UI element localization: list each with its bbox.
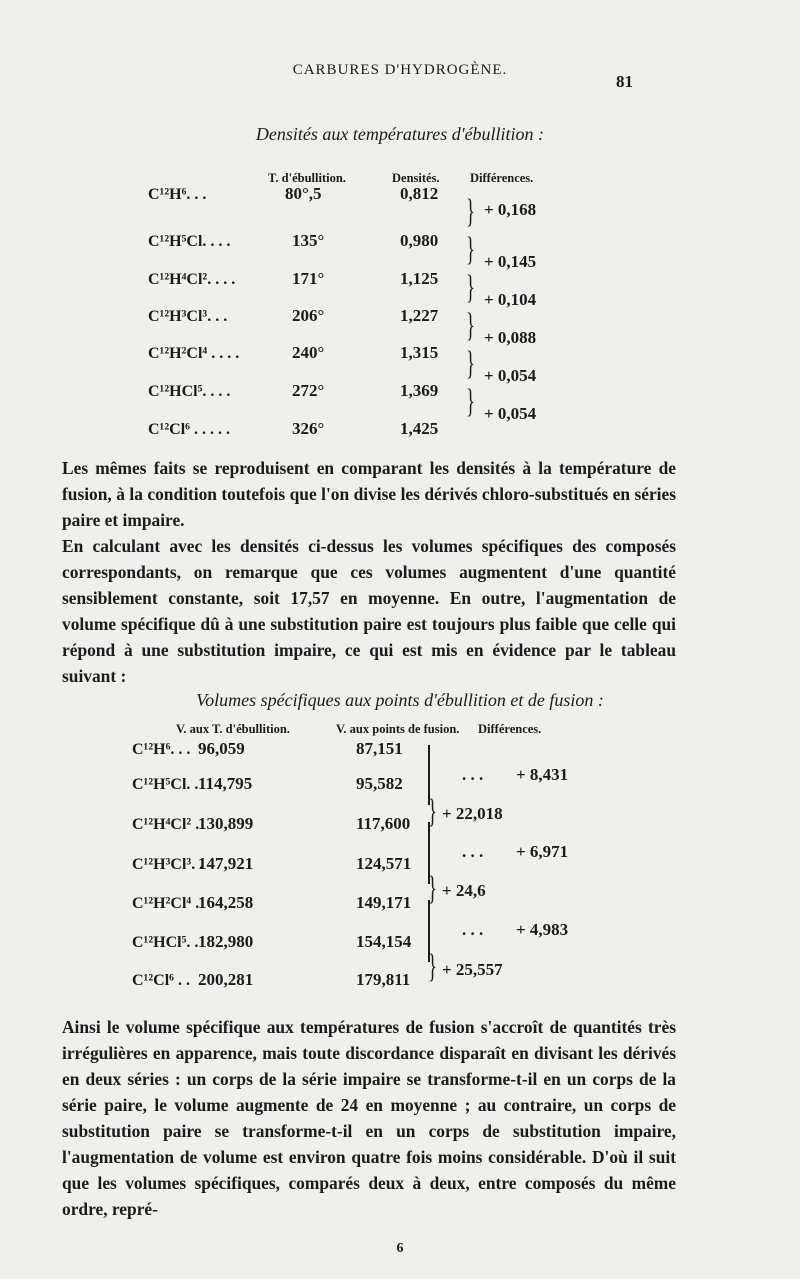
t1-row-temp: 272° xyxy=(292,381,325,400)
t1-row-formula: C¹²HCl⁵. . . . xyxy=(148,383,231,400)
brace: } xyxy=(466,307,475,344)
t1-difference: + 0,104 xyxy=(484,290,537,309)
brace: } xyxy=(466,383,475,420)
t2-row-formula: C¹²Cl⁶ . . xyxy=(132,972,190,989)
t2-row-formula: C¹²H⁵Cl. . xyxy=(132,776,199,793)
t2-row-fusion: 179,811 xyxy=(356,970,411,989)
brace: } xyxy=(466,345,475,382)
paragraph-fusion-densities: Les mêmes faits se reproduisent en comparant les densités à la température de fusion, à la condition toutefois que l'on divise les dérivés chloro-substitués en séries paire et impaire. xyxy=(62,458,676,530)
t2-dots: . . . xyxy=(462,765,484,784)
t1-row-formula: C¹²H⁶. . . xyxy=(148,186,207,203)
t1-row-formula: C¹²H⁴Cl². . . . xyxy=(148,271,236,288)
t2-row-fusion: 149,171 xyxy=(356,893,412,912)
t2-row-formula: C¹²H⁶. . . xyxy=(132,741,191,758)
paragraph-conclusion: Ainsi le volume spécifique aux températures de fusion s'accroît de quantités très irrégulières en apparence, mais toute discordance disparaît en divisant les dérivés en deux séries : un corps de la série impaire se transforme-t-il en un corps de la série paire, le volume augmente de 24 en moyenne ; au contraire, un corps de substitution paire se transforme-t-il en un corps de substitution impaire, l'augmentation de volume est environ quatre fois moins considérable. D'où il suit que les volumes spécifiques, comparés deux à deux, entre composés du même ordre, repré- xyxy=(62,1017,676,1219)
t1-difference: + 0,145 xyxy=(484,252,537,271)
signature-mark: 6 xyxy=(396,1241,404,1256)
page-number: 81 xyxy=(616,72,633,91)
t1-row-density: 1,425 xyxy=(400,419,439,438)
running-title: CARBURES D'HYDROGÈNE. xyxy=(292,62,508,78)
t2-row-boil: 164,258 xyxy=(198,893,254,912)
t2-row-boil: 182,980 xyxy=(198,932,254,951)
brace: } xyxy=(466,231,475,268)
t1-difference: + 0,088 xyxy=(484,328,537,347)
t1-difference: + 0,054 xyxy=(484,404,537,423)
table2-header-fusion: V. aux points de fusion. xyxy=(336,722,460,736)
t1-difference: + 0,168 xyxy=(484,200,537,219)
t1-row-density: 1,125 xyxy=(400,269,439,288)
t2-row-boil: 130,899 xyxy=(198,814,254,833)
t1-row-density: 1,227 xyxy=(400,306,439,325)
t2-row-boil: 96,059 xyxy=(198,739,245,758)
t2-row-boil: 147,921 xyxy=(198,854,254,873)
table1-title: Densités aux températures d'ébullition : xyxy=(255,124,545,144)
brace: } xyxy=(466,193,475,230)
t2-dots: . . . xyxy=(462,920,484,939)
brace: } xyxy=(428,793,437,830)
table1-header-temp: T. d'ébullition. xyxy=(268,171,346,185)
t2-row-formula: C¹²HCl⁵. . xyxy=(132,934,199,951)
table2-header-boil: V. aux T. d'ébullition. xyxy=(176,722,290,736)
t2-row-formula: C¹²H⁴Cl² . xyxy=(132,816,200,833)
t1-row-density: 1,369 xyxy=(400,381,439,400)
t1-row-density: 1,315 xyxy=(400,343,439,362)
t2-row-fusion: 95,582 xyxy=(356,774,403,793)
t1-row-formula: C¹²H³Cl³. . . xyxy=(148,308,228,325)
t1-row-density: 0,980 xyxy=(400,231,439,250)
t1-row-temp: 326° xyxy=(292,419,325,438)
t2-row-fusion: 124,571 xyxy=(356,854,412,873)
paragraph-specific-volumes: En calculant avec les densités ci-dessus les volumes spécifiques des composés correspondants, on remarque que ces volumes augmentent d'une quantité sensiblement constante, soit 17,57 en moyenne. En outre, l'augmentation de volume spécifique dû à une substitution paire est toujours plus faible que celle qui répond à une substitution impaire, ce qui est mis en évidence par le tableau suivant : xyxy=(62,536,676,686)
brace: } xyxy=(466,269,475,306)
table1-header-diff: Différences. xyxy=(470,171,534,185)
table1-header-density: Densités. xyxy=(392,171,440,185)
t1-row-temp: 135° xyxy=(292,231,325,250)
t1-row-temp: 171° xyxy=(292,269,325,288)
t1-row-temp: 80°,5 xyxy=(285,184,322,203)
table2-title: Volumes spécifiques aux points d'ébullition et de fusion : xyxy=(196,690,604,710)
t1-row-formula: C¹²Cl⁶ . . . . . xyxy=(148,421,230,438)
table2-header-diff: Différences. xyxy=(478,722,542,736)
t1-row-formula: C¹²H⁵Cl. . . . xyxy=(148,233,231,250)
t2-row-boil: 114,795 xyxy=(198,774,253,793)
t2-difference-even: + 24,6 xyxy=(442,881,486,900)
t2-difference-even: + 22,018 xyxy=(442,804,503,823)
t2-row-boil: 200,281 xyxy=(198,970,254,989)
t1-row-temp: 206° xyxy=(292,306,325,325)
t2-row-fusion: 87,151 xyxy=(356,739,403,758)
t2-row-fusion: 117,600 xyxy=(356,814,411,833)
t2-difference-odd: + 8,431 xyxy=(516,765,569,784)
t2-difference-odd: + 4,983 xyxy=(516,920,569,939)
t1-row-formula: C¹²H²Cl⁴ . . . . xyxy=(148,345,240,362)
t2-dots: . . . xyxy=(462,842,484,861)
t1-row-density: 0,812 xyxy=(400,184,439,203)
t2-difference-even: + 25,557 xyxy=(442,960,503,979)
t2-row-formula: C¹²H²Cl⁴ . xyxy=(132,895,200,912)
t2-row-formula: C¹²H³Cl³. . xyxy=(132,856,204,873)
t1-difference: + 0,054 xyxy=(484,366,537,385)
brace: } xyxy=(428,870,437,907)
t1-row-temp: 240° xyxy=(292,343,325,362)
t2-row-fusion: 154,154 xyxy=(356,932,412,951)
t2-difference-odd: + 6,971 xyxy=(516,842,569,861)
brace: } xyxy=(428,948,437,985)
